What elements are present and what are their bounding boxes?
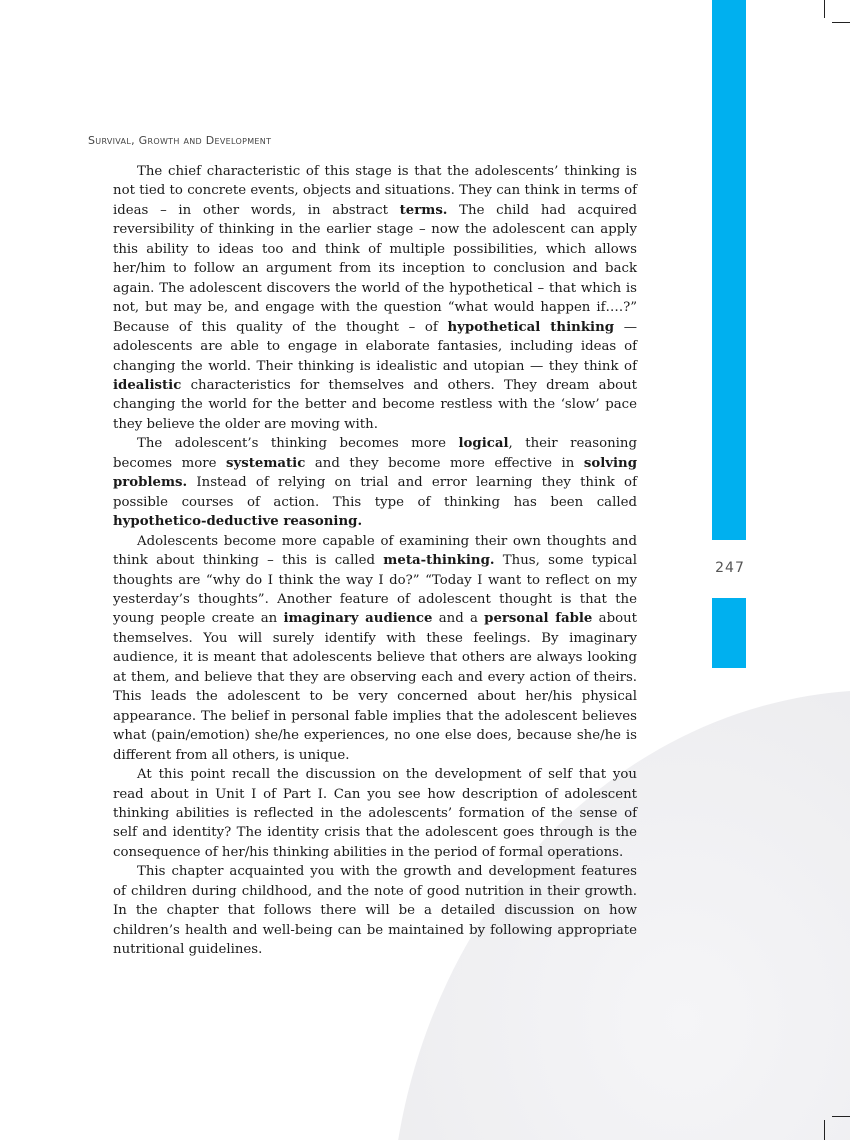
- text-run: The chief characteristic of this stage is that the adolescents’ thinking is not tied to concrete events, objects and situations. They can think in terms of ideas – in other words, in abstract: [113, 164, 637, 218]
- margin-color-bar-top: [712, 0, 746, 540]
- bold-term: logical: [458, 436, 509, 452]
- text-run: This chapter acquainted you with the growth and development features of children during childhood, and the note of good nutrition in their growth. In the chapter that follows there will be a detailed discussion on how children’s health and well-being can be maintained by following appropriate nutritional guidelines.: [113, 864, 637, 958]
- bold-term: idealistic: [113, 377, 182, 393]
- running-head: Survival, Growth and Development: [88, 134, 272, 147]
- crop-mark-bottom-vertical: [824, 1120, 825, 1140]
- paragraph: [113, 532, 637, 765]
- margin-color-bar-bottom: [712, 598, 746, 668]
- paragraph: [113, 434, 637, 531]
- text-run: At this point recall the discussion on the development of self that you read about in Unit I of Part I. Can you see how description of adolescent thinking abilities is reflected in the adolescents’ formation of the sense of self and identity? The identity crisis that the adolescent goes through is the consequence of her/his thinking abilities in the period of formal operations.: [113, 767, 637, 860]
- text-run: and a: [432, 611, 485, 627]
- text-run: Adolescents become more capable of examining their own thoughts and think about thinking – this is called: [113, 533, 637, 569]
- paragraph: [113, 765, 637, 862]
- crop-mark-top-vertical: [824, 0, 825, 18]
- text-run: , their reasoning becomes more: [113, 436, 637, 471]
- bold-term: hypothetico-deductive reasoning.: [113, 514, 363, 530]
- crop-mark-top-horizontal: [832, 22, 850, 23]
- bold-term: terms.: [399, 202, 448, 218]
- paragraph: [113, 862, 637, 959]
- bold-term: meta-thinking.: [383, 553, 495, 569]
- text-run: The child had acquired reversibility of thinking in the earlier stage – now the adolescent can apply this ability to ideas too and think of multiple possibilities, which allows her/him to follow an argument from its inception to conclusion and back again. The adolescent discovers the world of the hypothetical – that which is not, but may be, and engage with the question “what would happen if….?” Because of this quality of the thought – of: [113, 202, 637, 335]
- bold-term: imaginary audience: [283, 611, 433, 627]
- text-run: about themselves. You will surely identify with these feelings. By imaginary audience, it is meant that adolescents believe that others are always looking at them, and believe that they are observing each and every action of theirs. This leads the adolescent to be very concerned about her/his physical appearance. The belief in personal fable implies that the adolescent believes what (pain/emotion) she/he experiences, no one else does, because she/he is different from all others, is unique.: [113, 611, 637, 763]
- page-number: 247: [715, 560, 745, 576]
- bold-term: personal fable: [484, 611, 593, 627]
- bold-term: hypothetical thinking: [447, 319, 615, 335]
- text-run: characteristics for themselves and others. They dream about changing the world for the better and become restless with the ‘slow’ pace they believe the older are moving with.: [113, 377, 637, 432]
- text-run: Instead of relying on trial and error learning they think of possible courses of action. This type of thinking has been called: [113, 475, 637, 510]
- text-run: Thus, some typical thoughts are “why do I think the way I do?” “Today I want to reflect on my yesterday’s thoughts”. Another feature of adolescent thought is that the young people create an: [113, 553, 637, 627]
- crop-mark-bottom-horizontal: [832, 1116, 850, 1117]
- text-run: — adolescents are able to engage in elaborate fantasies, including ideas of changing the world. Their thinking is idealistic and utopian — they think of: [113, 319, 637, 374]
- text-run: and they become more effective in: [305, 455, 584, 471]
- bold-term: solving problems.: [113, 455, 637, 491]
- text-run: The adolescent’s thinking becomes more: [137, 436, 459, 452]
- bold-term: systematic: [226, 455, 306, 471]
- body-text: [113, 162, 637, 960]
- paragraph: [113, 162, 637, 434]
